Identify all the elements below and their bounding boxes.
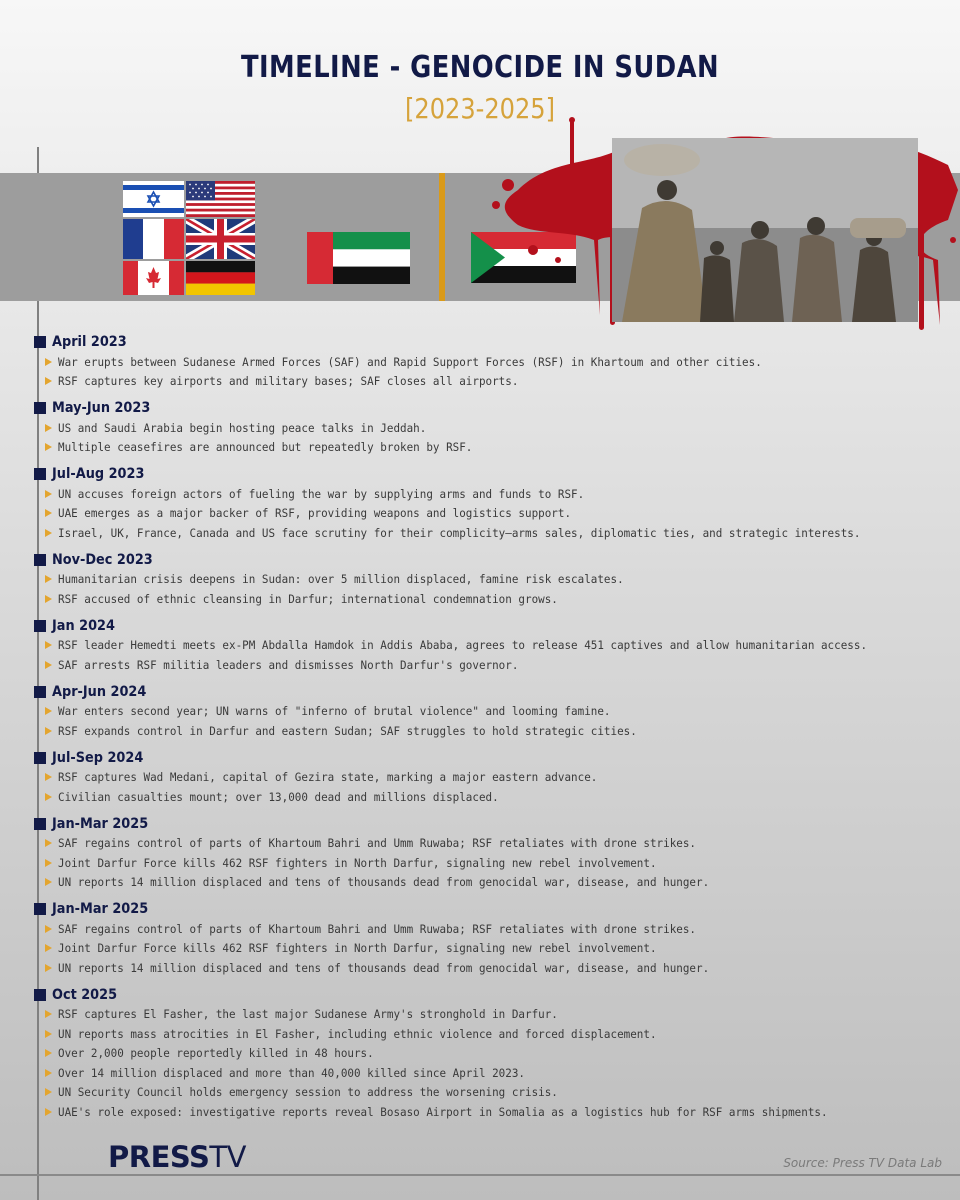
event-text: UN accuses foreign actors of fueling the war by supplying arms and funds to RSF. [58,486,585,501]
triangle-bullet-icon [45,595,52,603]
section-date: Jul-Aug 2023 [52,466,145,482]
triangle-bullet-icon [45,377,52,385]
event-text: SAF regains control of parts of Khartoum Bahri and Umm Ruwaba; RSF retaliates with drone strikes. [58,836,697,851]
triangle-bullet-icon [45,509,52,517]
timeline-section [34,464,934,543]
timeline-event [34,834,934,854]
timeline-event [34,1005,934,1025]
triangle-bullet-icon [45,1030,52,1038]
timeline-event [34,372,934,392]
timeline-section [34,550,934,609]
uae-flag [307,232,410,284]
timeline-event [34,958,934,978]
timeline-event [34,1044,934,1064]
event-text: Humanitarian crisis deepens in Sudan: over 5 million displaced, famine risk escalates. [58,572,624,587]
timeline-event [34,523,934,543]
event-text: UAE's role exposed: investigative reports reveal Bosaso Airport in Somalia as a logistics hub for RSF arms shipments. [58,1104,828,1119]
timeline-section [34,899,934,978]
uk-flag [186,219,255,259]
square-bullet-icon [34,554,46,566]
israel-flag [123,181,184,217]
square-bullet-icon [34,686,46,698]
section-date: Oct 2025 [52,986,118,1003]
germany-flag [186,261,255,295]
timeline-event [34,1083,934,1103]
event-text: RSF captures El Fasher, the last major Sudanese Army's stronghold in Darfur. [58,1007,558,1022]
event-text: SAF regains control of parts of Khartoum Bahri and Umm Ruwaba; RSF retaliates with drone strikes. [58,921,697,936]
triangle-bullet-icon [45,773,52,781]
timeline-section [34,985,934,1122]
event-text: Joint Darfur Force kills 462 RSF fighters in North Darfur, signaling new rebel involvement. [58,941,657,956]
triangle-bullet-icon [45,707,52,715]
event-text: RSF captures key airports and military bases; SAF closes all airports. [58,374,519,389]
timeline [34,332,934,1129]
section-date: Jan-Mar 2025 [52,815,149,832]
page-subtitle: [2023-2025] [404,92,556,125]
triangle-bullet-icon [45,1069,52,1077]
presstv-logo [108,1140,246,1174]
section-header [34,550,934,570]
logo-bold-text: PRESS [108,1140,210,1174]
timeline-event [34,1063,934,1083]
square-bullet-icon [34,468,46,480]
event-text: RSF captures Wad Medani, capital of Gezira state, marking a major eastern advance. [58,770,598,785]
triangle-bullet-icon [45,490,52,498]
triangle-bullet-icon [45,878,52,886]
timeline-event [34,636,934,656]
triangle-bullet-icon [45,1049,52,1057]
triangle-bullet-icon [45,661,52,669]
triangle-bullet-icon [45,925,52,933]
triangle-bullet-icon [45,859,52,867]
timeline-event [34,787,934,807]
event-text: War enters second year; UN warns of "inferno of brutal violence" and looming famine. [58,704,611,719]
event-text: RSF expands control in Darfur and eastern Sudan; SAF struggles to hold strategic cities. [58,723,637,738]
square-bullet-icon [34,903,46,915]
timeline-event [34,768,934,788]
section-header [34,332,934,352]
triangle-bullet-icon [45,793,52,801]
section-date: Jul-Sep 2024 [52,749,144,766]
triangle-bullet-icon [45,839,52,847]
section-date: April 2023 [52,334,127,350]
timeline-section [34,682,934,741]
event-text: Israel, UK, France, Canada and US face scrutiny for their complicity—arms sales, diplomatic ties, and strategic interests. [58,525,861,540]
event-text: US and Saudi Arabia begin hosting peace talks in Jeddah. [58,420,427,435]
triangle-bullet-icon [45,443,52,451]
timeline-event [34,919,934,939]
timeline-section [34,616,934,675]
section-header [34,899,934,919]
event-text: Civilian casualties mount; over 13,000 dead and millions displaced. [58,789,499,804]
triangle-bullet-icon [45,1088,52,1096]
section-date: May-Jun 2023 [52,400,151,416]
event-text: SAF arrests RSF militia leaders and dismisses North Darfur's governor. [58,657,519,672]
timeline-event [34,484,934,504]
triangle-bullet-icon [45,358,52,366]
section-header [34,682,934,702]
triangle-bullet-icon [45,424,52,432]
square-bullet-icon [34,402,46,414]
timeline-section [34,748,934,807]
section-header [34,464,934,484]
square-bullet-icon [34,818,46,830]
triangle-bullet-icon [45,964,52,972]
triangle-bullet-icon [45,1010,52,1018]
event-text: UN Security Council holds emergency session to address the worsening crisis. [58,1085,558,1100]
bottom-rule [0,1174,960,1176]
timeline-event [34,438,934,458]
timeline-event [34,418,934,438]
event-text: Joint Darfur Force kills 462 RSF fighters in North Darfur, signaling new rebel involvement. [58,855,657,870]
event-text: UN reports 14 million displaced and tens of thousands dead from genocidal war, disease, and hunger. [58,960,710,975]
event-text: Over 14 million displaced and more than 40,000 killed since April 2023. [58,1065,525,1080]
event-text: Multiple ceasefires are announced but repeatedly broken by RSF. [58,440,473,455]
triangle-bullet-icon [45,727,52,735]
triangle-bullet-icon [45,1108,52,1116]
triangle-bullet-icon [45,944,52,952]
section-date: Nov-Dec 2023 [52,551,153,568]
timeline-event [34,1102,934,1122]
timeline-event [34,504,934,524]
event-text: RSF leader Hemedti meets ex-PM Abdalla Hamdok in Addis Ababa, agrees to release 451 captives and allow humanitarian access. [58,638,868,653]
timeline-event [34,352,934,372]
section-header [34,748,934,768]
square-bullet-icon [34,336,46,348]
timeline-event [34,721,934,741]
refugees-photo [612,138,918,322]
timeline-event [34,702,934,722]
square-bullet-icon [34,620,46,632]
timeline-event [34,589,934,609]
event-text: UAE emerges as a major backer of RSF, providing weapons and logistics support. [58,506,572,521]
section-header [34,814,934,834]
triangle-bullet-icon [45,529,52,537]
timeline-event [34,1024,934,1044]
event-text: Over 2,000 people reportedly killed in 48 hours. [58,1046,374,1061]
timeline-section [34,398,934,457]
section-date: Apr-Jun 2024 [52,683,147,700]
square-bullet-icon [34,752,46,764]
section-header [34,616,934,636]
section-date: Jan 2024 [52,617,115,634]
band-divider [439,173,445,301]
timeline-event [34,939,934,959]
square-bullet-icon [34,989,46,1001]
section-header [34,398,934,418]
event-text: UN reports 14 million displaced and tens of thousands dead from genocidal war, disease, and hunger. [58,875,710,890]
event-text: War erupts between Sudanese Armed Forces (SAF) and Rapid Support Forces (RSF) in Khartoum and other cities. [58,354,762,369]
france-flag [123,219,184,259]
timeline-section [34,814,934,893]
canada-flag [123,261,184,295]
usa-flag [186,181,255,217]
section-header [34,985,934,1005]
timeline-event [34,655,934,675]
timeline-event [34,853,934,873]
timeline-section [34,332,934,391]
logo-light-text: TV [209,1140,246,1174]
event-text: UN reports mass atrocities in El Fasher, including ethnic violence and forced displacement. [58,1026,657,1041]
source-note: Source: Press TV Data Lab [783,1156,942,1170]
timeline-event [34,873,934,893]
triangle-bullet-icon [45,641,52,649]
triangle-bullet-icon [45,575,52,583]
section-date: Jan-Mar 2025 [52,901,149,917]
page-title: TIMELINE - GENOCIDE IN SUDAN [240,50,720,85]
event-text: RSF accused of ethnic cleansing in Darfur; international condemnation grows. [58,591,558,606]
timeline-event [34,570,934,590]
